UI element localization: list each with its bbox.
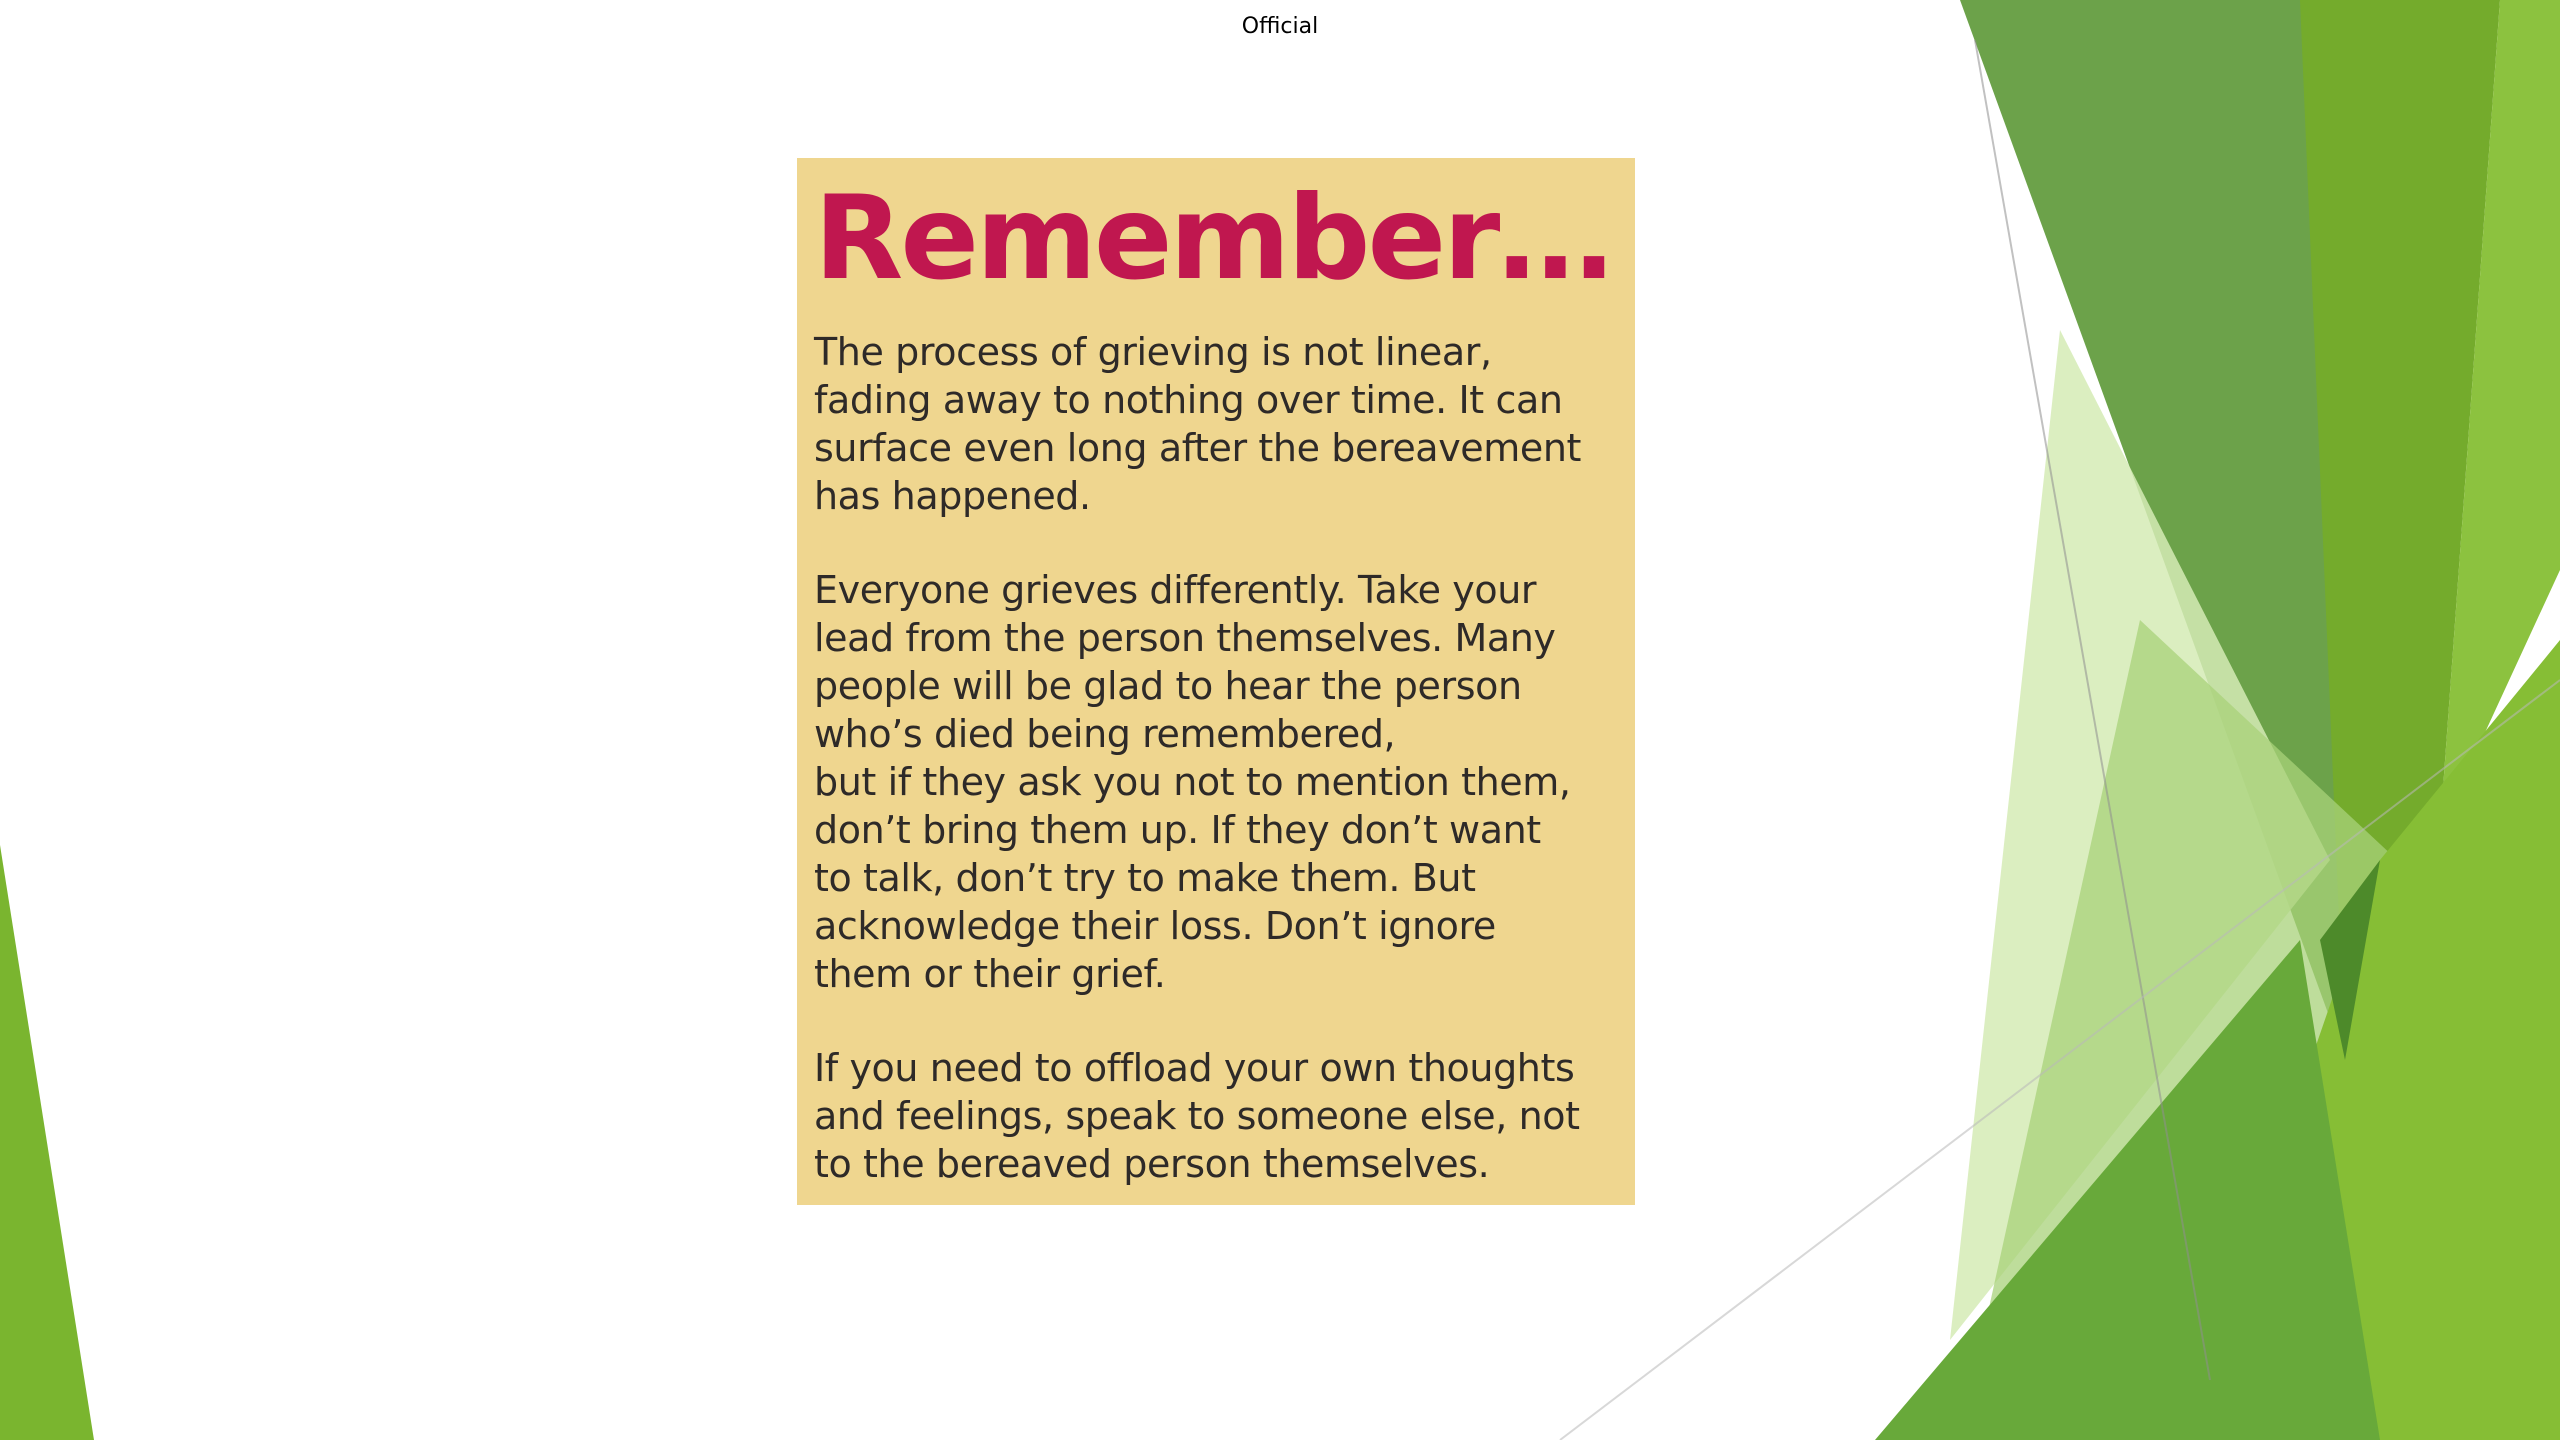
classification-label: Official: [1241, 14, 1319, 39]
left-green-sliver: [0, 845, 94, 1440]
card-paragraph-offload: If you need to offload your own thoughts and feelings, speak to someone else, not to the bereaved person themselves.: [814, 1046, 1580, 1186]
remember-card: [797, 158, 1635, 1205]
card-paragraph-grieving-process: The process of grieving is not linear, fading away to nothing over time. It can surface even long after the bereavement has happened.: [814, 330, 1582, 518]
card-title: Remember…: [814, 171, 1611, 306]
card-paragraph-everyone-grieves: Everyone grieves differently. Take your lead from the person themselves. Many people will be glad to hear the person who’s died being remembered, but if they ask you not to mention them, don’t bring them up. If they don’t want to talk, don’t try to make them. But acknowledge their loss. Don’t ignore them or their grief.: [814, 568, 1571, 996]
